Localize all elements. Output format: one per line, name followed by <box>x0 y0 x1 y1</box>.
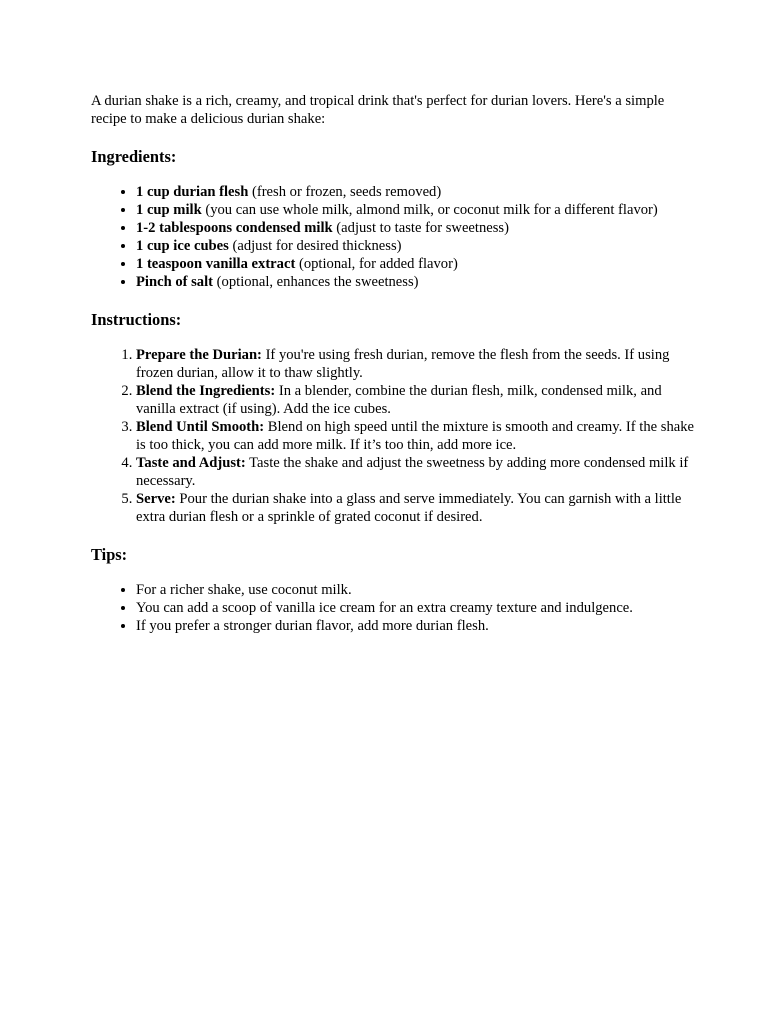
tips-list <box>91 581 698 635</box>
instruction-step <box>136 382 698 418</box>
instruction-step <box>136 418 698 454</box>
ingredient-item <box>136 183 698 201</box>
step-title: Taste and Adjust: <box>136 455 246 472</box>
instruction-step <box>136 490 698 526</box>
intro-paragraph: A durian shake is a rich, creamy, and tropical drink that's perfect for durian lovers. Here's a simple recipe to make a delicious durian shake: <box>91 93 665 127</box>
ingredient-note: (optional, enhances the sweetness) <box>213 274 419 291</box>
ingredient-name: 1 cup milk <box>136 202 202 219</box>
ingredient-note: (optional, for added flavor) <box>295 256 458 273</box>
ingredient-item <box>136 237 698 255</box>
ingredient-item <box>136 219 698 237</box>
tips-heading: Tips: <box>91 545 128 565</box>
step-text: If you're using fresh durian, remove the flesh from the seeds. If using frozen durian, allow it to thaw slightly. <box>136 347 670 382</box>
tip-item: • You can add a scoop of vanilla ice cream for an extra creamy texture and indulgence. <box>136 599 698 617</box>
step-title: Serve: <box>136 491 176 508</box>
ingredient-note: (adjust for desired thickness) <box>228 238 402 255</box>
step-title: Blend the Ingredients: <box>136 383 276 400</box>
instruction-step <box>136 346 698 382</box>
step-title: Prepare the Durian: <box>136 347 262 364</box>
ingredients-list <box>91 183 698 291</box>
ingredient-item <box>136 273 698 291</box>
ingredient-name: 1-2 tablespoons condensed milk <box>136 220 333 237</box>
step-title: Blend Until Smooth: <box>136 419 265 436</box>
ingredient-item <box>136 201 698 219</box>
ingredient-note: (fresh or frozen, seeds removed) <box>248 184 442 201</box>
ingredient-note: (you can use whole milk, almond milk, or coconut milk for a different flavor) <box>201 202 658 219</box>
tip-item: • For a richer shake, use coconut milk. <box>136 581 698 599</box>
instructions-heading: Instructions: <box>91 310 182 330</box>
ingredient-name: 1 teaspoon vanilla extract <box>136 256 296 273</box>
step-text: Pour the durian shake into a glass and serve immediately. You can garnish with a little extra durian flesh or a sprinkle of grated coconut if desired. <box>136 491 682 526</box>
step-text: Taste the shake and adjust the sweetness by adding more condensed milk if necessary. <box>136 455 689 490</box>
ingredient-name: Pinch of salt <box>136 274 214 291</box>
ingredients-heading: Ingredients: <box>91 147 177 167</box>
tip-item: • If you prefer a stronger durian flavor, add more durian flesh. <box>136 617 698 635</box>
instruction-step <box>136 454 698 490</box>
step-text: In a blender, combine the durian flesh, milk, condensed milk, and vanilla extract (if using). Add the ice cubes. <box>136 383 662 418</box>
ingredient-note: (adjust to taste for sweetness) <box>332 220 509 237</box>
ingredient-name: 1 cup ice cubes <box>136 238 229 255</box>
ingredient-item <box>136 255 698 273</box>
step-text: Blend on high speed until the mixture is smooth and creamy. If the shake is too thick, you can add more milk. If it’s too thin, add more ice. <box>136 419 695 454</box>
instructions-list <box>91 346 698 526</box>
ingredient-name: 1 cup durian flesh <box>136 184 249 201</box>
